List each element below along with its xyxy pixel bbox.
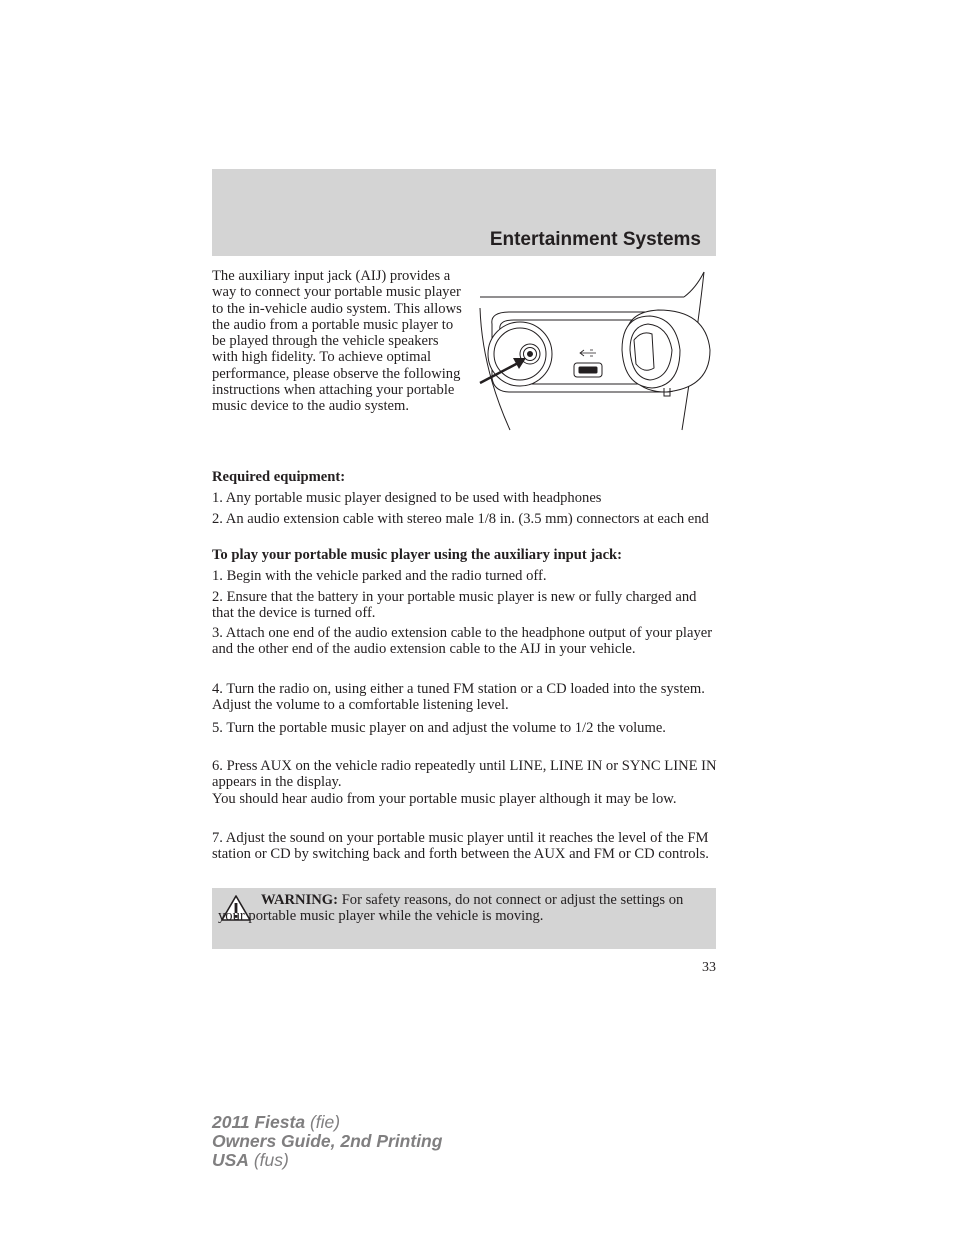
play-instructions-heading: To play your portable music player using the auxiliary input jack:: [212, 547, 623, 563]
aux-jack-diagram-icon: [476, 268, 716, 438]
required-equipment-heading: Required equipment:: [212, 469, 346, 485]
section-title: Entertainment Systems: [489, 229, 701, 250]
footer-market-code: (fus): [253, 1150, 289, 1170]
footer-line-1: [212, 1113, 442, 1132]
step-7: 7. Adjust the sound on your portable music player until it reaches the level of the FM station or CD by switching back and forth between the AUX and FM or CD controls.: [212, 830, 709, 863]
footer-market: USA: [212, 1150, 249, 1170]
footer-model: 2011 Fiesta: [212, 1112, 306, 1132]
step-5: 5. Turn the portable music player on and adjust the volume to 1/2 the volume.: [212, 720, 666, 736]
footer-line-2: [212, 1132, 442, 1151]
required-item-1: 1. Any portable music player designed to be used with headphones: [212, 490, 602, 506]
page-number: 33: [702, 960, 716, 975]
footer-model-code: (fie): [309, 1112, 341, 1132]
footer-guide: Owners Guide, 2nd Printing: [212, 1131, 443, 1151]
section-header-band: [212, 169, 716, 256]
step-3: 3. Attach one end of the audio extension cable to the headphone output of your player and the other end of the audio extension cable to the AIJ in your vehicle.: [212, 625, 713, 658]
warning-box: [212, 888, 716, 949]
footer-imprint: [212, 1113, 442, 1170]
step-6-note: You should hear audio from your portable music player although it may be low.: [212, 791, 677, 807]
intro-paragraph: The auxiliary input jack (AIJ) provides a way to connect your portable music player to the in-vehicle audio system. This allows the audio from a portable music player to be played through the vehicle speakers with high fidelity. To achieve optimal performance, please observe the following instructions when attaching your portable music device to the audio system.: [212, 268, 462, 415]
step-4: 4. Turn the radio on, using either a tuned FM station or a CD loaded into the system. Adjust the volume to a comfortable listening level.: [212, 681, 705, 714]
warning-label: WARNING:: [261, 892, 339, 908]
step-2: 2. Ensure that the battery in your portable music player is new or fully charged and that the device is turned off.: [212, 589, 697, 622]
aux-jack-illustration: [476, 268, 716, 438]
footer-line-3: [212, 1151, 442, 1170]
warning-text: [218, 892, 698, 925]
step-1: 1. Begin with the vehicle parked and the radio turned off.: [212, 568, 547, 584]
required-item-2: 2. An audio extension cable with stereo male 1/8 in. (3.5 mm) connectors at each end: [212, 511, 709, 527]
warning-body: For safety reasons, do not connect or adjust the settings on your portable music player while the vehicle is moving.: [218, 892, 684, 925]
step-6: 6. Press AUX on the vehicle radio repeatedly until LINE, LINE IN or SYNC LINE IN appears in the display.: [212, 758, 717, 791]
